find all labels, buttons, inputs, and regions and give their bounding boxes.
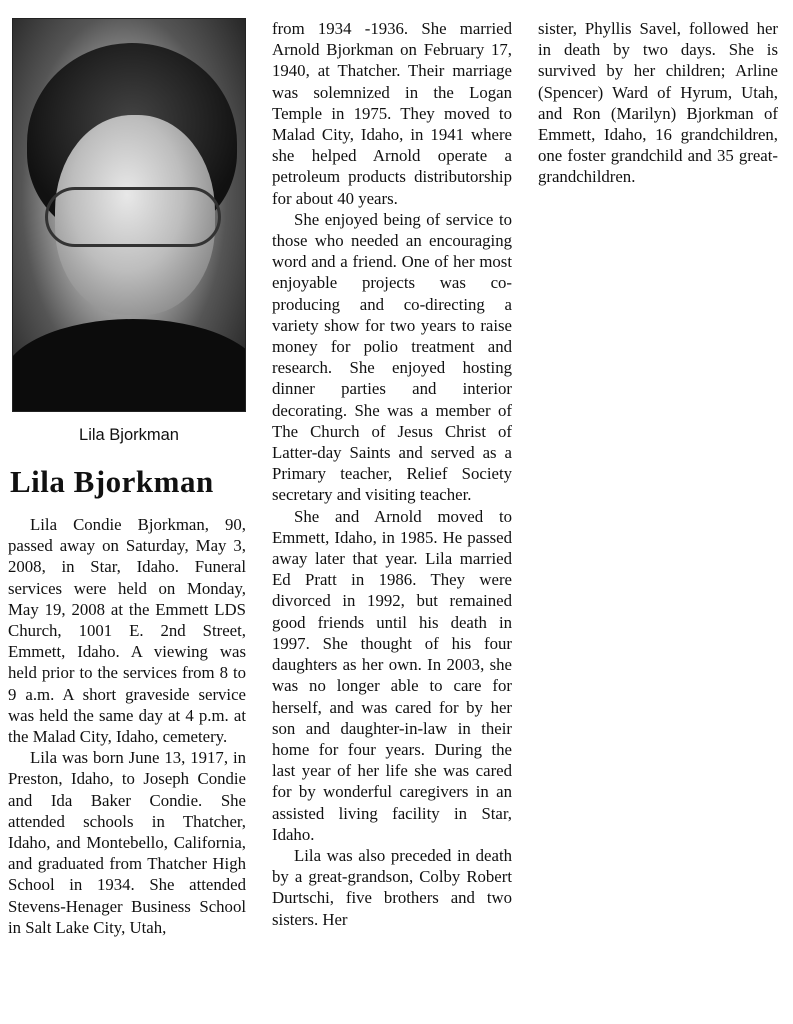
portrait-clothing — [12, 319, 246, 412]
paragraph: sister, Phyllis Savel, followed her in death by two days. She is survived by her children; Arline (Spencer) Ward of Hyrum, Utah, and Ron (Marilyn) Bjorkman of Emmett, Idaho, 16 grandchildren, one foster grandchild and 35 great-grandchildren. — [538, 19, 778, 187]
paragraph: Lila was born June 13, 1917, in Preston, Idaho, to Joseph Condie and Ida Baker Condie. She attended schools in Thatcher, Idaho, and Montebello, California, and graduated from Thatcher High School in 1934. She attended Stevens-Henager Business School in Salt Lake City, Utah, — [8, 748, 246, 937]
obituary-headline: Lila Bjorkman — [10, 464, 214, 499]
article-column-1 — [8, 514, 246, 938]
paragraph: from 1934 -1936. She married Arnold Bjorkman on February 17, 1940, at Thatcher. Their marriage was solemnized in the Logan Temple in 1975. They moved to Malad City, Idaho, in 1941 where she helped Arnold operate a petroleum products distributorship for about 40 years. — [272, 19, 512, 208]
article-column-3 — [538, 18, 778, 188]
paragraph: She enjoyed being of service to those who needed an encouraging word and a friend. One of her most enjoyable projects was co-producing and co-directing a variety show for two years to raise money for polio treatment and research. She enjoyed hosting dinner parties and interior decorating. She was a member of The Church of Jesus Christ of Latter-day Saints and served as a Primary teacher, Relief Society secretary and visiting teacher. — [272, 209, 512, 505]
photo-caption: Lila Bjorkman — [79, 426, 179, 444]
portrait-photo — [12, 18, 246, 412]
paragraph: Lila was also preceded in death by a great-grandson, Colby Robert Durtschi, five brothers and two sisters. Her — [272, 845, 512, 929]
paragraph: She and Arnold moved to Emmett, Idaho, in 1985. He passed away later that year. Lila married Ed Pratt in 1986. They were divorced in 1992, but remained good friends until his death in 1997. She thought of his four daughters as her own. In 2003, she was no longer able to care for herself, and was cared for by her son and daughter-in-law in their home for four years. During the last year of her life she was cared for by wonderful caregivers in an assisted living facility in Star, Idaho. — [272, 506, 512, 844]
article-column-2 — [272, 18, 512, 930]
portrait-glasses — [45, 187, 221, 247]
paragraph: Lila Condie Bjorkman, 90, passed away on Saturday, May 3, 2008, in Star, Idaho. Funeral services were held on Monday, May 19, 2008 at the Emmett LDS Church, 1001 E. 2nd Street, Emmett, Idaho. A viewing was held prior to the services from 8 to 9 a.m. A short graveside service was held the same day at 4 p.m. at the Malad City, Idaho, cemetery. — [8, 515, 246, 747]
